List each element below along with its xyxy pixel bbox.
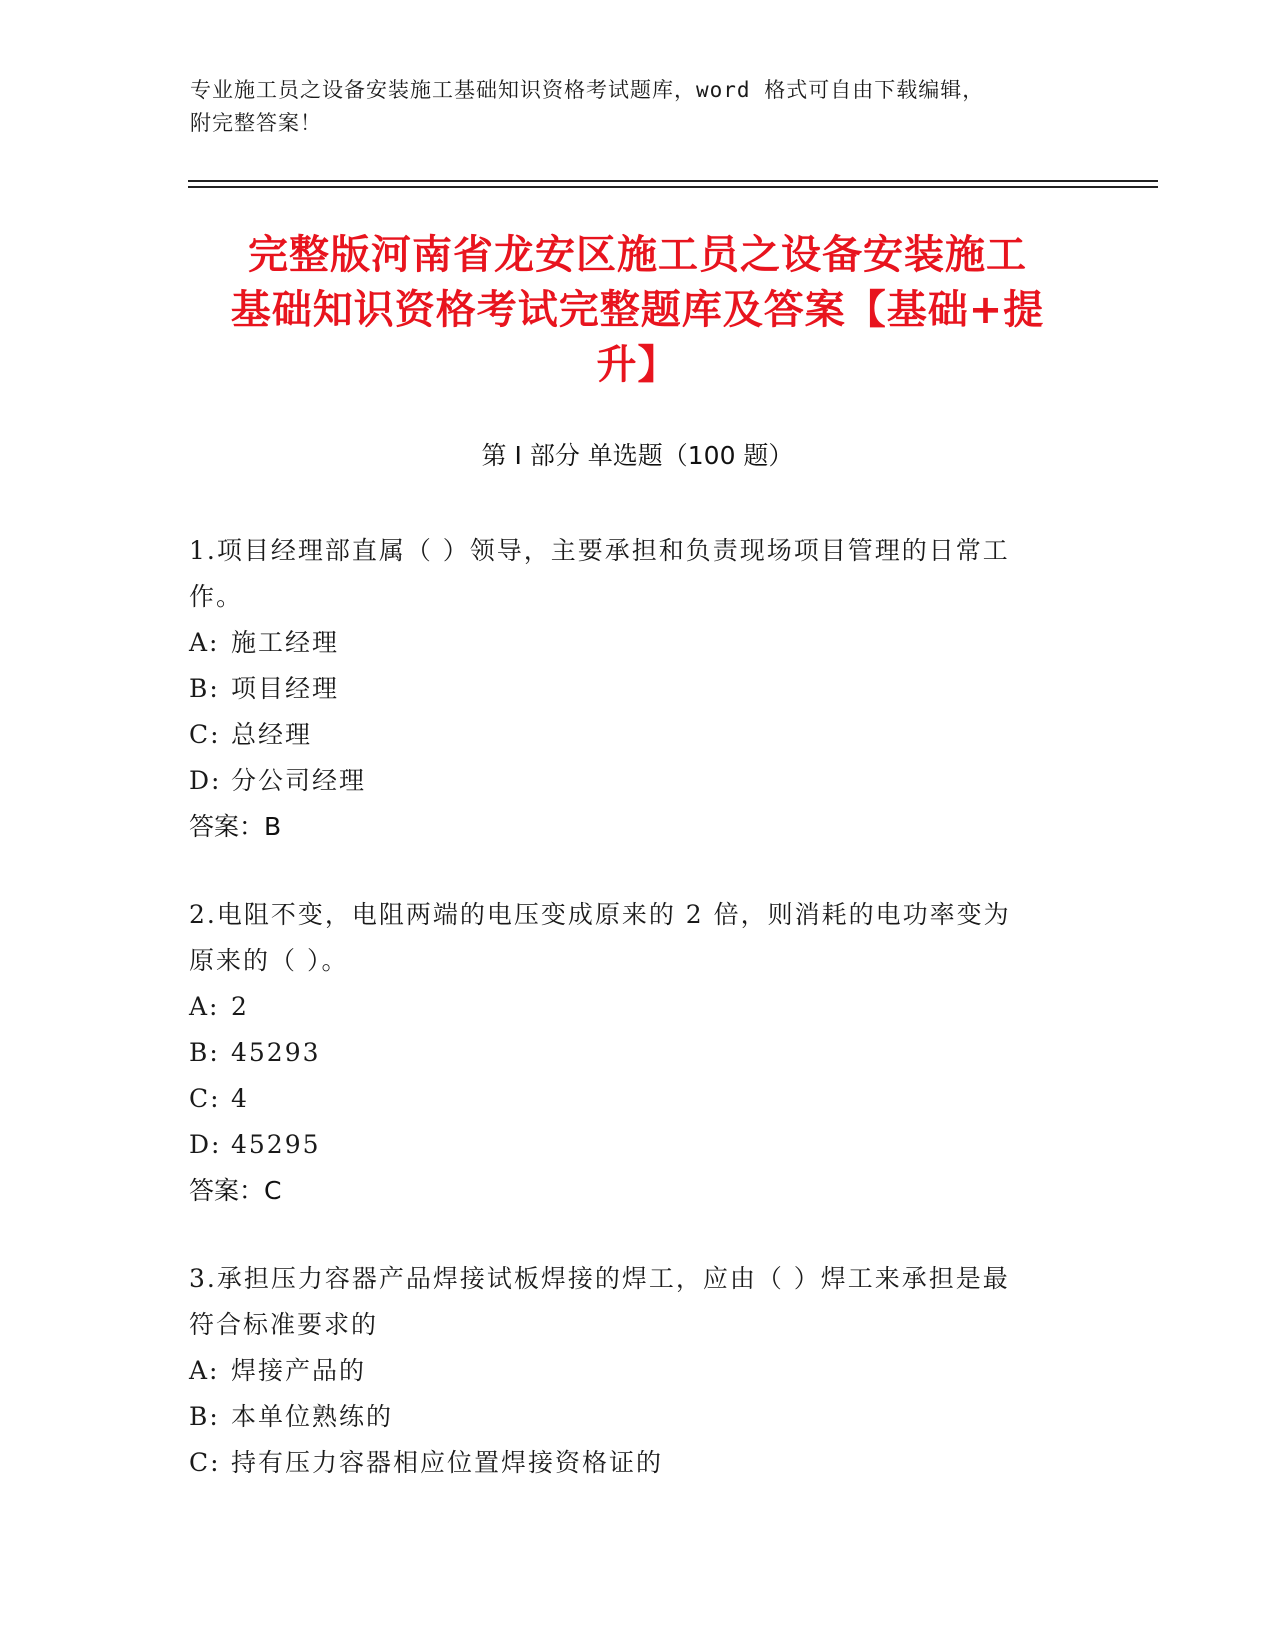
option-letter: C:	[189, 1084, 221, 1113]
question-stem	[189, 892, 1089, 984]
option-text: 2	[231, 992, 249, 1021]
question-stem-line-1: 2.电阻不变，电阻两端的电压变成原来的 2 倍，则消耗的电功率变为	[189, 900, 1011, 929]
header-line-2: 附完整答案！	[190, 111, 322, 135]
question-2	[189, 892, 1089, 1214]
question-stem	[189, 1256, 1089, 1348]
header-divider-bottom	[188, 186, 1158, 188]
option-letter: A:	[189, 628, 220, 657]
option-letter: C:	[189, 720, 221, 749]
option-b	[189, 1030, 1089, 1076]
question-stem-line-1: 1.项目经理部直属（ ）领导，主要承担和负责现场项目管理的日常工	[189, 536, 1010, 565]
option-b	[189, 1394, 1089, 1440]
option-letter: D:	[189, 1130, 222, 1159]
question-list	[189, 528, 1089, 1528]
option-text: 持有压力容器相应位置焊接资格证的	[231, 1448, 664, 1477]
question-3	[189, 1256, 1089, 1486]
title-line-3: 升】	[596, 342, 679, 388]
option-letter: B:	[189, 1402, 220, 1431]
option-letter: B:	[189, 674, 220, 703]
option-b	[189, 666, 1089, 712]
question-stem-line-2: 作。	[189, 582, 244, 611]
option-a	[189, 1348, 1089, 1394]
option-a	[189, 620, 1089, 666]
option-c	[189, 1440, 1089, 1486]
option-letter: C:	[189, 1448, 221, 1477]
option-c	[189, 712, 1089, 758]
option-text: 4	[231, 1084, 249, 1113]
answer-line: 答案：B	[189, 812, 282, 841]
option-text: 施工经理	[231, 628, 340, 657]
answer-line: 答案：C	[189, 1176, 282, 1205]
document-header	[190, 74, 1070, 140]
option-text: 焊接产品的	[231, 1356, 367, 1385]
option-text: 45295	[231, 1130, 321, 1159]
option-letter: A:	[189, 992, 220, 1021]
option-d	[189, 758, 1089, 804]
option-c	[189, 1076, 1089, 1122]
option-letter: A:	[189, 1356, 220, 1385]
option-a	[189, 984, 1089, 1030]
option-text: 总经理	[231, 720, 313, 749]
question-1	[189, 528, 1089, 850]
question-stem-line-2: 符合标准要求的	[189, 1310, 379, 1339]
title-line-1: 完整版河南省龙安区施工员之设备安装施工	[248, 232, 1027, 278]
option-text: 本单位熟练的	[231, 1402, 394, 1431]
document-title	[175, 228, 1100, 393]
title-line-2: 基础知识资格考试完整题库及答案【基础+提	[230, 287, 1045, 333]
question-stem	[189, 528, 1089, 620]
option-text: 45293	[231, 1038, 321, 1067]
option-text: 项目经理	[231, 674, 340, 703]
question-stem-line-1: 3.承担压力容器产品焊接试板焊接的焊工，应由（ ）焊工来承担是最	[189, 1264, 1010, 1293]
header-line-1: 专业施工员之设备安装施工基础知识资格考试题库，word 格式可自由下载编辑，	[190, 78, 985, 102]
header-divider-top	[188, 180, 1158, 182]
section-title: 第 I 部分 单选题（100 题）	[481, 441, 794, 470]
option-letter: B:	[189, 1038, 220, 1067]
question-stem-line-2: 原来的（ ）。	[189, 946, 349, 975]
option-text: 分公司经理	[231, 766, 367, 795]
option-d	[189, 1122, 1089, 1168]
option-letter: D:	[189, 766, 222, 795]
